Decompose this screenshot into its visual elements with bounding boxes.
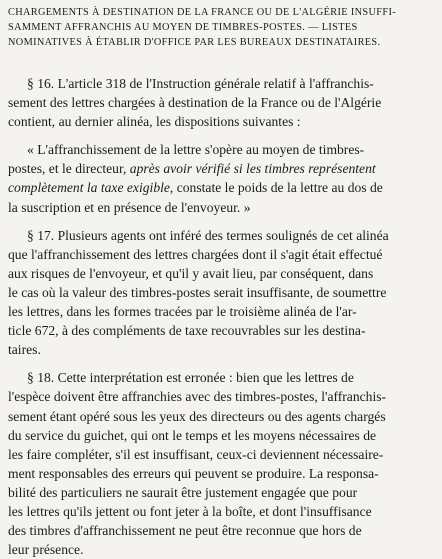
quotation	[8, 140, 436, 216]
header-line: SAMMENT AFFRANCHIS AU MOYEN DE TIMBRES-POSTES. — LISTES	[8, 21, 358, 33]
text-line: la suscription et en présence de l'envoyeur. »	[8, 199, 251, 215]
text-line: leur présence.	[8, 542, 84, 558]
text-line: du service du guichet, qui ont le temps et les moyens nécessaires de	[8, 427, 377, 443]
text-line: les lettres, dans les formes tracées par le troisième alinéa de l'ar-	[8, 304, 357, 320]
text-line: des timbres d'affranchissement ne peut être reconnue que hors de	[8, 523, 362, 539]
text-line: contient, au dernier alinéa, les dispositions suivantes :	[8, 114, 301, 130]
text-line: les faire compléter, s'il est insuffisant, ceux-ci deviennent nécessaire-	[8, 446, 384, 462]
text-line: § 18. Cette interprétation est erronée : bien que les lettres de	[27, 370, 354, 386]
text-line: « L'affranchissement de la lettre s'opère au moyen de timbres-	[27, 142, 365, 158]
text-line: l'espèce doivent être affranchies avec des timbres-postes, l'affranchis-	[8, 389, 387, 405]
header-line: CHARGEMENTS À DESTINATION DE LA FRANCE OU DE L'ALGÉRIE INSUFFI-	[8, 7, 397, 18]
text-line: aux risques de l'envoyeur, et qu'il y avait lieu, par conséquent, dans	[8, 265, 374, 281]
text-line: sement étant opéré sous les yeux des directeurs ou des agents chargés	[8, 408, 386, 424]
italic-text: complètement la taxe exigible,	[8, 180, 174, 196]
header-line: NOMINATIVES À ÉTABLIR D'OFFICE PAR LES BUREAUX DESTINATAIRES.	[8, 36, 381, 48]
text-line: § 17. Plusieurs agents ont inféré des termes soulignés de cet alinéa	[27, 227, 389, 243]
italic-text: après avoir vérifié si les timbres représentent	[129, 161, 376, 177]
text-line	[8, 159, 436, 178]
text-line: que l'affranchissement des lettres chargées dont il s'agit était effectué	[8, 246, 383, 262]
quote-text: constate le poids de la lettre au dos de	[173, 180, 383, 196]
paragraph-18	[8, 368, 436, 559]
text-line: bilité des particuliers ne saurait être justement engagée que pour	[8, 484, 358, 500]
quote-text: postes, et le directeur,	[8, 161, 130, 177]
text-line: les lettres qu'ils jettent ou font jeter à la boîte, et dont l'insuffisance	[8, 503, 372, 519]
text-line: § 16. L'article 318 de l'Instruction générale relatif à l'affranchis-	[27, 76, 374, 91]
text-line: ticle 672, à des compléments de taxe recouvrables sur les destina-	[8, 323, 366, 339]
text-line: sement des lettres chargées à destination de la France ou de l'Algérie	[8, 95, 382, 111]
paragraph-17	[8, 226, 436, 360]
text-line: le cas où la valeur des timbres-postes serait insuffisante, de soumettre	[8, 284, 387, 300]
document-body	[8, 74, 436, 559]
paragraph-16	[8, 74, 436, 131]
text-line: taires.	[8, 342, 41, 358]
text-line	[8, 178, 436, 197]
text-line: ment responsables des erreurs qui peuvent se produire. La responsa-	[8, 465, 379, 481]
section-header	[8, 6, 434, 50]
